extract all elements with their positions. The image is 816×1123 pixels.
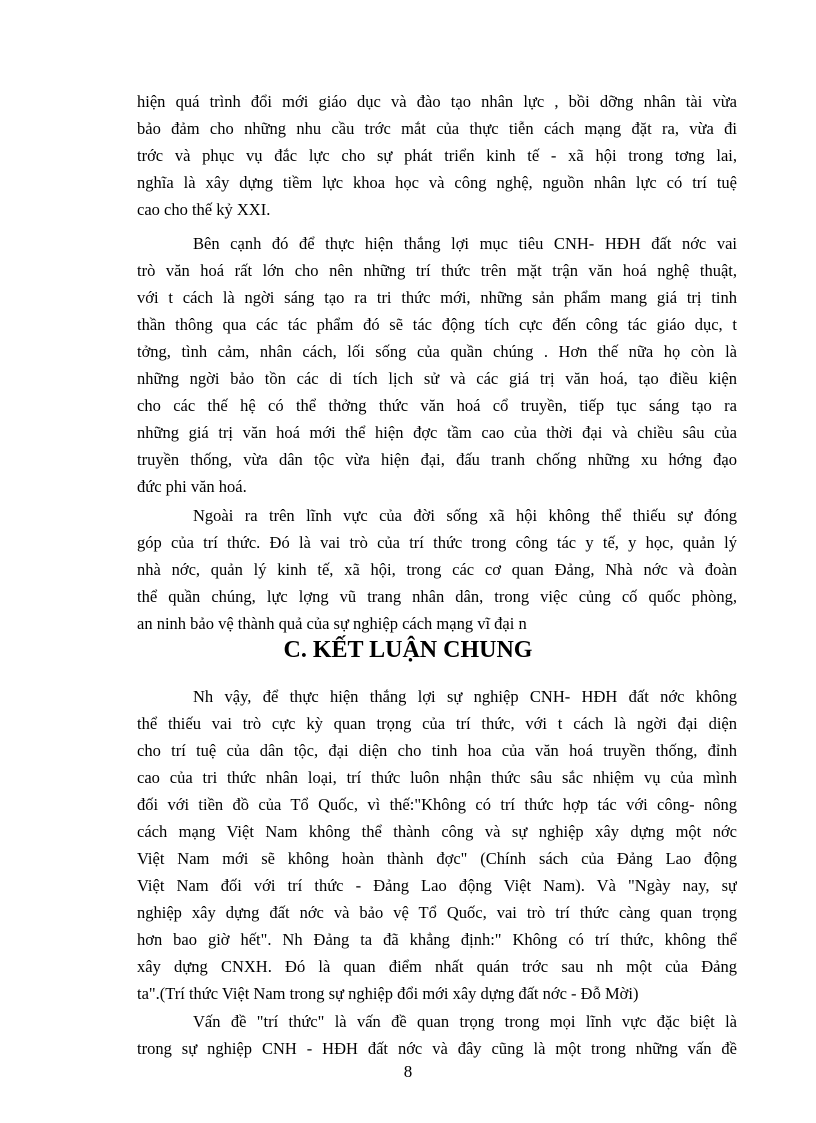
- text-line: cho các thế hệ có thể thởng thức văn hoá cổ truyền, tiếp tục sáng tạo ra: [137, 396, 737, 415]
- text-line: Bên cạnh đó để thực hiện thắng lợi mục tiêu CNH- HĐH đất nớc vai: [193, 234, 737, 253]
- text-line: tởng, tình cảm, nhân cách, lối sống của quần chúng . Hơn thế nữa họ còn là: [137, 342, 737, 361]
- text-line: trò văn hoá rất lớn cho nên những trí thức trên mặt trận văn hoá nghệ thuật,: [137, 261, 737, 280]
- text-line: những ngời bảo tồn các di tích lịch sử và các giá trị văn hoá, tạo điều kiện: [137, 369, 737, 388]
- text-line: truyền thống, vừa dân tộc vừa hiện đại, đấu tranh chống những xu hớng đạo: [137, 450, 737, 469]
- text-line: cách mạng Việt Nam không thể thành công và sự nghiệp xây dựng một nớc: [137, 822, 737, 841]
- text-line: hiện quá trình đổi mới giáo dục và đào tạo nhân lực , bồi dỡng nhân tài vừa: [137, 92, 737, 111]
- text-line: bảo đảm cho những nhu cầu trớc mắt của thực tiễn cách mạng đặt ra, vừa đi: [137, 119, 737, 138]
- page-number: 8: [403, 1062, 413, 1081]
- text-line: trong sự nghiệp CNH - HĐH đất nớc và đây cũng là một trong những vấn đề: [137, 1039, 737, 1058]
- text-line: trớc và phục vụ đắc lực cho sự phát triển kinh tế - xã hội trong tơng lai,: [137, 146, 737, 165]
- text-line: xây dựng CNXH. Đó là quan điểm nhất quán trớc sau nh một của Đảng: [137, 957, 737, 976]
- text-line: Việt Nam đối với trí thức - Đảng Lao động Việt Nam). Và "Ngày nay, sự: [137, 876, 737, 895]
- text-line: cao của tri thức nhân loại, trí thức luôn nhận thức sâu sắc nhiệm vụ của mình: [137, 768, 737, 787]
- text-line: Nh vậy, để thực hiện thắng lợi sự nghiệp CNH- HĐH đất nớc không: [193, 687, 737, 706]
- text-line: nghiệp xây dựng đất nớc và bảo vệ Tổ Quốc, vai trò trí thức càng quan trọng: [137, 903, 737, 922]
- text-line: góp của trí thức. Đó là vai trò của trí thức trong công tác y tế, y học, quản lý: [137, 533, 737, 552]
- text-line: thần thông qua các tác phẩm đó sẽ tác động tích cực đến công tác giáo dục, t: [137, 315, 737, 334]
- text-line: cao cho thế kỷ XXI.: [137, 200, 271, 219]
- text-line: nhà nớc, quản lý kinh tế, xã hội, trong các cơ quan Đảng, Nhà nớc và đoàn: [137, 560, 737, 579]
- text-line: cho trí tuệ của dân tộc, đại diện cho tinh hoa của văn hoá truyền thống, đỉnh: [137, 741, 737, 760]
- text-line: với t cách là ngời sáng tạo ra tri thức mới, những sản phẩm mang giá trị tinh: [137, 288, 737, 307]
- text-line: an ninh bảo vệ thành quả của sự nghiệp cách mạng vĩ đại n: [137, 614, 527, 633]
- text-line: đức phi văn hoá.: [137, 477, 247, 496]
- text-line: thể quần chúng, lực lợng vũ trang nhân dân, trong việc củng cố quốc phòng,: [137, 587, 737, 606]
- text-line: đối với tiền đồ của Tổ Quốc, vì thế:"Không có trí thức hợp tác với công- nông: [137, 795, 737, 814]
- text-line: nghĩa là xây dựng tiềm lực khoa học và công nghệ, nguồn nhân lực có trí tuệ: [137, 173, 737, 192]
- text-line: Việt Nam mới sẽ không hoàn thành đợc" (Chính sách của Đảng Lao động: [137, 849, 737, 868]
- text-line: hơn bao giờ hết". Nh Đảng ta đã khẳng định:" Không có trí thức, không thể: [137, 930, 737, 949]
- text-line: những giá trị văn hoá mới thể hiện đợc tầm cao của thời đại và chiều sâu của: [137, 423, 737, 442]
- text-line: Ngoài ra trên lĩnh vực của đời sống xã hội không thể thiếu sự đóng: [193, 506, 737, 525]
- text-line: thể thiếu vai trò cực kỳ quan trọng của trí thức, với t cách là ngời đại diện: [137, 714, 737, 733]
- section-heading: C. KẾT LUẬN CHUNG: [283, 637, 533, 663]
- text-line: Vấn đề "trí thức" là vấn đề quan trọng trong mọi lĩnh vực đặc biệt là: [193, 1012, 737, 1031]
- text-line: ta".(Trí thức Việt Nam trong sự nghiệp đổi mới xây dựng đất nớc - Đỗ Mời): [137, 984, 639, 1003]
